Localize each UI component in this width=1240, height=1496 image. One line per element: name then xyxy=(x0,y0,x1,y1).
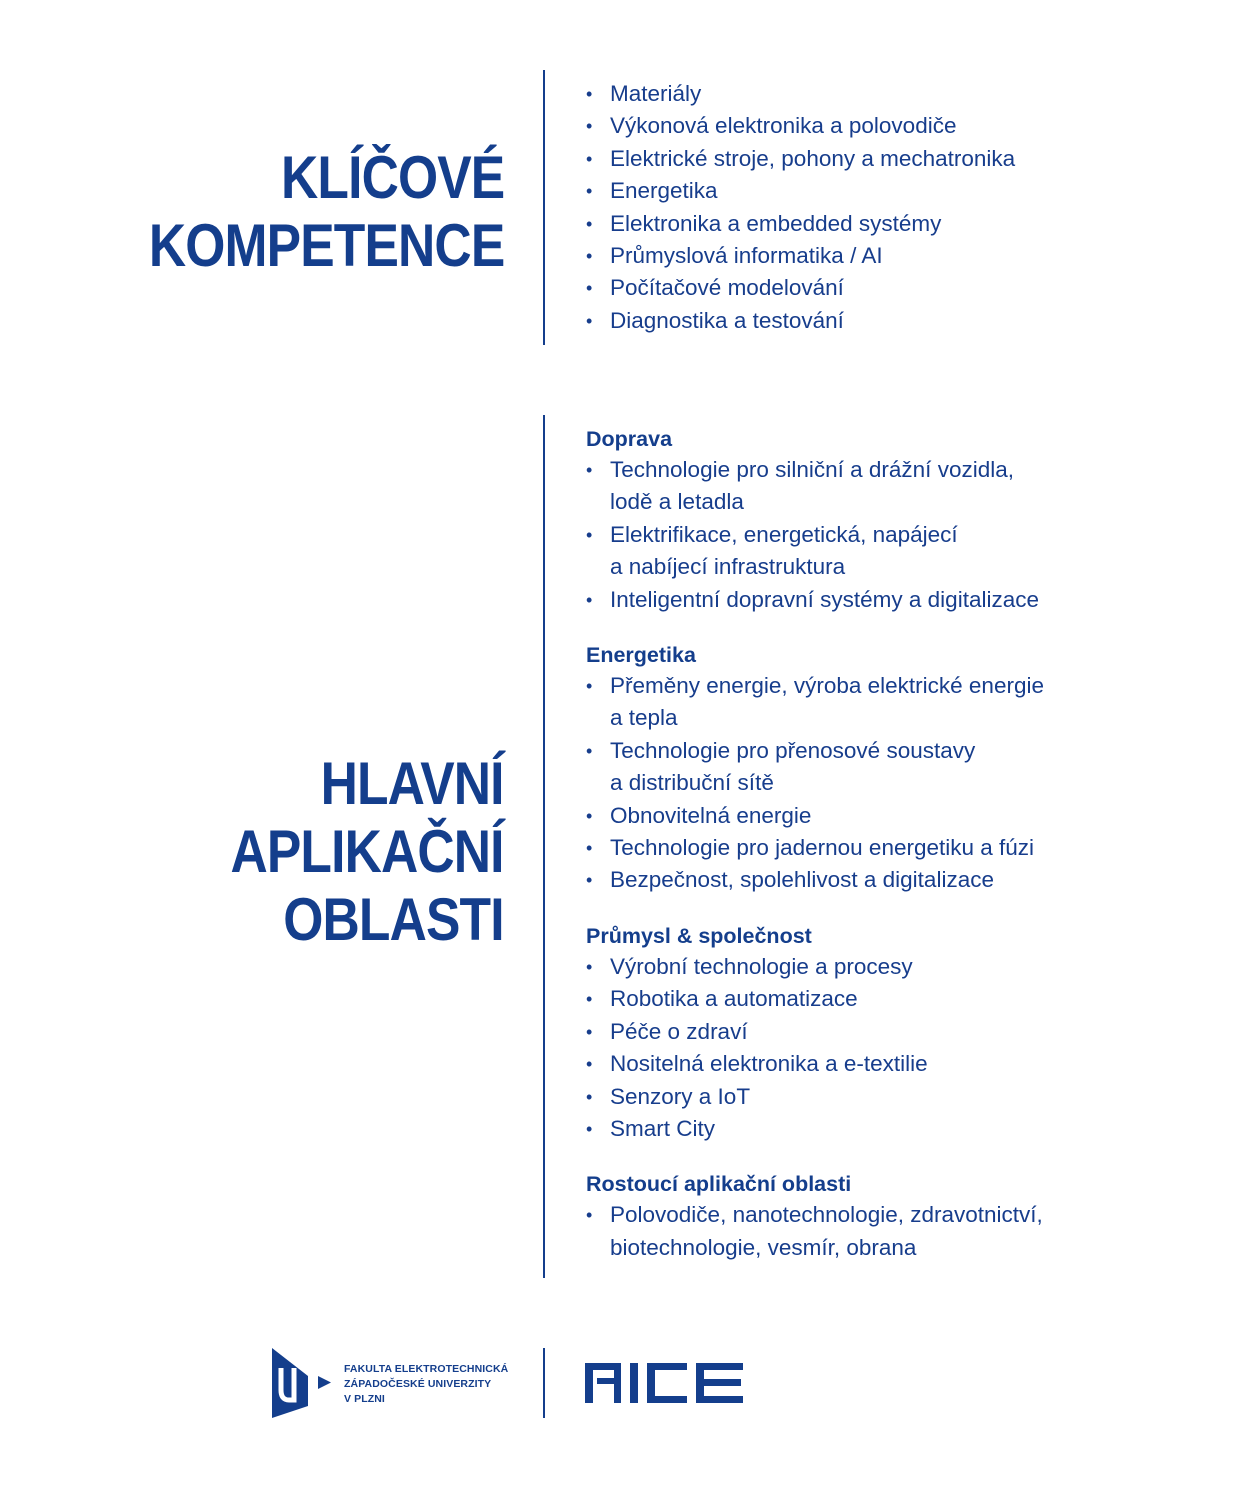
list-item: • Elektrické stroje, pohony a mechatronika xyxy=(586,143,1106,175)
heading-line: KLÍČOVÉ xyxy=(280,144,504,211)
category-title: Doprava xyxy=(586,427,673,451)
heading-line: KOMPETENCE xyxy=(148,212,504,279)
heading-main-application-areas xyxy=(231,750,504,954)
bullet-icon: • xyxy=(586,989,593,1010)
list-item: • Bezpečnost, spolehlivost a digitalizace xyxy=(586,864,1106,896)
bullet-icon: • xyxy=(586,1118,593,1139)
bullet-icon: • xyxy=(586,589,593,610)
heading-line: OBLASTI xyxy=(283,886,504,953)
divider-vertical xyxy=(543,415,545,1278)
divider-vertical xyxy=(543,70,545,345)
list-item: • Polovodiče, nanotechnologie, zdravotnictví, biotechnologie, vesmír, obrana xyxy=(586,1199,1106,1264)
list-item: • Elektrifikace, energetická, napájecí a nabíjecí infrastruktura xyxy=(586,519,1106,584)
category-emerging-areas xyxy=(586,1169,1106,1264)
bullet-icon: • xyxy=(586,1054,593,1075)
list-item: • Obnovitelná energie xyxy=(586,800,1106,832)
bullet-icon: • xyxy=(586,524,593,545)
bullet-icon: • xyxy=(586,676,593,697)
competences-list xyxy=(586,78,1106,337)
application-areas-list xyxy=(586,424,1106,1288)
category-transport xyxy=(586,424,1106,616)
category-title: Energetika xyxy=(586,643,696,668)
bullet-icon: • xyxy=(586,84,593,104)
category-energy xyxy=(586,640,1106,897)
bullet-icon: • xyxy=(586,460,593,480)
faculty-name: FAKULTA ELEKTROTECHNICKÁ ZÁPADOČESKÉ UNIVERZITY V PLZNI xyxy=(344,1363,509,1405)
list-item: • Inteligentní dopravní systémy a digitalizace xyxy=(586,584,1106,616)
list-item: • Přeměny energie, výroba elektrické energie a tepla xyxy=(586,670,1106,735)
bullet-icon: • xyxy=(586,1205,593,1226)
footer-divider xyxy=(543,1348,545,1418)
fel-zcu-logo-icon xyxy=(272,1348,334,1423)
bullet-icon: • xyxy=(586,956,593,977)
heading-line: HLAVNÍ xyxy=(320,750,504,817)
bullet-icon: • xyxy=(586,1021,593,1042)
bullet-icon: • xyxy=(586,278,593,299)
bullet-icon: • xyxy=(586,148,593,169)
bullet-icon: • xyxy=(586,310,593,331)
list-item: • Výkonová elektronika a polovodiče xyxy=(586,110,1106,142)
list-item: • Výrobní technologie a procesy xyxy=(586,951,1106,983)
list-item: • Senzory a IoT xyxy=(586,1081,1106,1113)
category-title: Průmysl & společnost xyxy=(586,923,812,948)
heading-key-competences xyxy=(148,144,504,280)
bullet-icon: • xyxy=(586,246,593,267)
list-item: • Průmyslová informatika / AI xyxy=(586,240,1106,272)
list-item: • Materiály xyxy=(586,78,1106,110)
bullet-icon: • xyxy=(586,181,593,202)
list-item: • Technologie pro silniční a drážní vozidla, lodě a letadla xyxy=(586,454,1106,519)
list-item: • Počítačové modelování xyxy=(586,272,1106,304)
bullet-icon: • xyxy=(586,740,593,761)
list-item: • Energetika xyxy=(586,175,1106,207)
bullet-icon: • xyxy=(586,116,593,137)
list-item: • Technologie pro jadernou energetiku a fúzi xyxy=(586,832,1106,864)
bullet-icon: • xyxy=(586,870,593,891)
bullet-icon: • xyxy=(586,213,593,234)
heading-line: APLIKAČNÍ xyxy=(230,818,504,885)
bullet-icon: • xyxy=(586,1086,593,1107)
category-industry-society xyxy=(586,921,1106,1145)
list-item: • Diagnostika a testování xyxy=(586,305,1106,337)
bullet-icon: • xyxy=(586,805,593,826)
list-item: • Technologie pro přenosové soustavy a distribuční sítě xyxy=(586,735,1106,800)
list-item: • Nositelná elektronika a e-textilie xyxy=(586,1048,1106,1080)
list-item: • Smart City xyxy=(586,1113,1106,1145)
list-item: • Elektronika a embedded systémy xyxy=(586,208,1106,240)
list-item: • Péče o zdraví xyxy=(586,1016,1106,1048)
rice-logo xyxy=(585,1363,745,1408)
category-title: Rostoucí aplikační oblasti xyxy=(586,1172,852,1197)
bullet-icon: • xyxy=(586,838,593,859)
list-item: • Robotika a automatizace xyxy=(586,983,1106,1015)
